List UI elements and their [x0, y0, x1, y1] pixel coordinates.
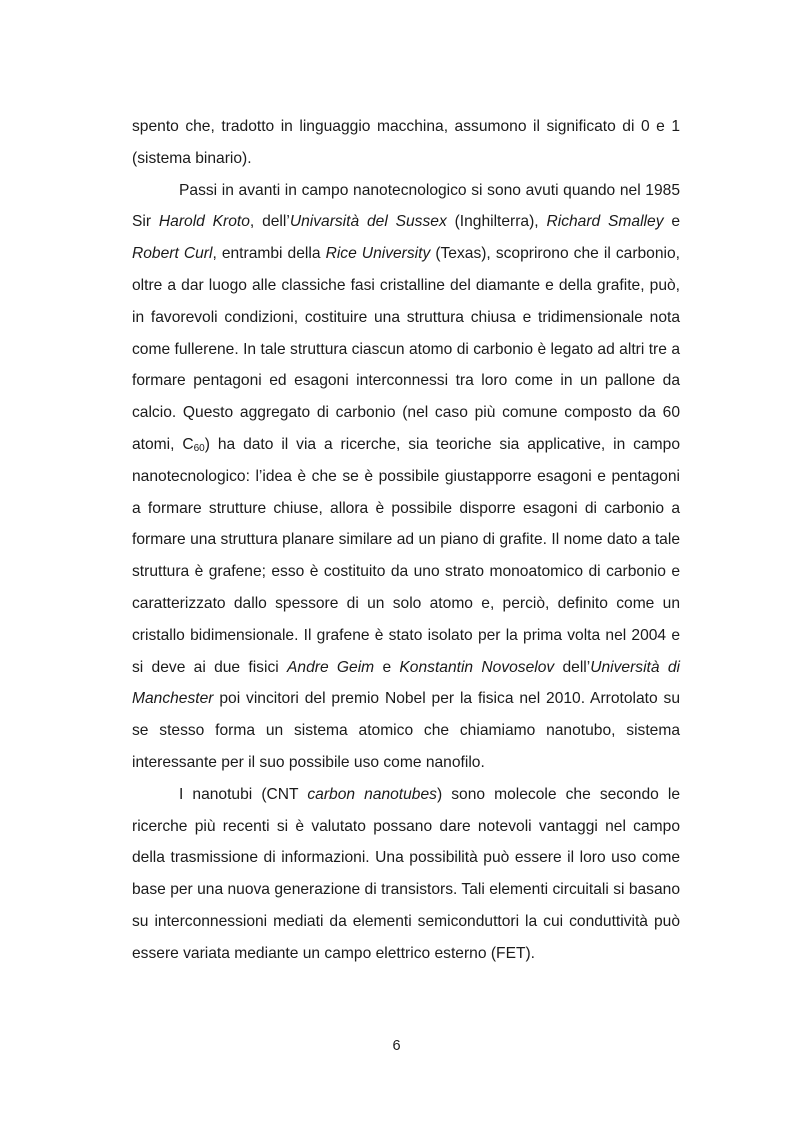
italic-run: Andre Geim [287, 658, 375, 676]
text-run: e [663, 213, 680, 231]
text-run: (Texas), scoprirono che il carbonio, oltre a dar luogo alle classiche fasi cristalline del diamante e della grafite, può, in favorevoli condizioni, costituire una struttura chiusa e tridimensionale nota come fullerene. In tale struttura ciascun atomo di carbonio è legato ad altri tre a formare pentagoni ed esagoni interconnessi tra loro come in un pallone da calcio. Questo aggregato di carbonio (nel caso più comune composto da 60 atomi, C [132, 245, 680, 453]
text-run: spento che, tradotto in linguaggio macchina, assumono il significato di 0 e 1 (sistema binario). [132, 118, 680, 167]
paragraph [132, 779, 680, 970]
text-run: , dell’ [249, 213, 290, 231]
body-text [132, 111, 680, 970]
text-run: e [374, 658, 400, 676]
italic-run: Università di Manchester [132, 658, 680, 708]
text-run: ) ha dato il via a ricerche, sia teoriche sia applicative, in campo nanotecnologico: l’idea è che se è possibile giustapporre esagoni e pentagoni a formare strutture chiuse, allora è possibile disporre esagoni di carbonio a formare una struttura planare similare ad un piano di grafite. Il nome dato a tale struttura è grafene; esso è costituito da uno strato monoatomico di carbonio e caratterizzato dallo spessore di un solo atomo e, perciò, definito come un cristallo bidimensionale. Il grafene è stato isolato per la prima volta nel 2004 e si deve ai due fisici [132, 435, 680, 676]
italic-run: Harold Kroto [158, 213, 250, 231]
paragraph [132, 111, 680, 175]
italic-run: Rice University [325, 245, 431, 263]
text-run: poi vincitori del premio Nobel per la fisica nel 2010. Arrotolato su se stesso forma un sistema atomico che chiamiamo nanotubo, sistema interessante per il suo possibile uso come nanofilo. [132, 690, 680, 771]
subscript-run: 60 [193, 442, 205, 454]
italic-run: Robert Curl [132, 245, 213, 263]
italic-run: Konstantin Novoselov [399, 658, 555, 676]
text-run: I nanotubi (CNT [179, 785, 308, 803]
page-number: 6 [392, 1038, 401, 1054]
text-run: dell’ [554, 658, 591, 676]
paragraph [132, 175, 680, 779]
italic-run: Richard Smalley [546, 213, 664, 231]
italic-run: carbon nanotubes [307, 785, 437, 803]
text-run: ) sono molecole che secondo le ricerche più recenti si è valutato possano dare notevoli vantaggi nel campo della trasmissione di informazioni. Una possibilità può essere il loro uso come base per una nuova generazione di transistors. Tali elementi circuitali si basano su interconnessioni mediati da elementi semiconduttori la cui conduttività può essere variata mediante un campo elettrico esterno (FET). [132, 785, 681, 962]
italic-run: Univarsità del Sussex [289, 213, 447, 231]
text-run: , entrambi della [212, 245, 326, 263]
text-run: Passi in avanti in campo nanotecnologico si sono avuti quando nel 1985 Sir [132, 181, 680, 231]
text-run: (Inghilterra), [446, 213, 547, 231]
